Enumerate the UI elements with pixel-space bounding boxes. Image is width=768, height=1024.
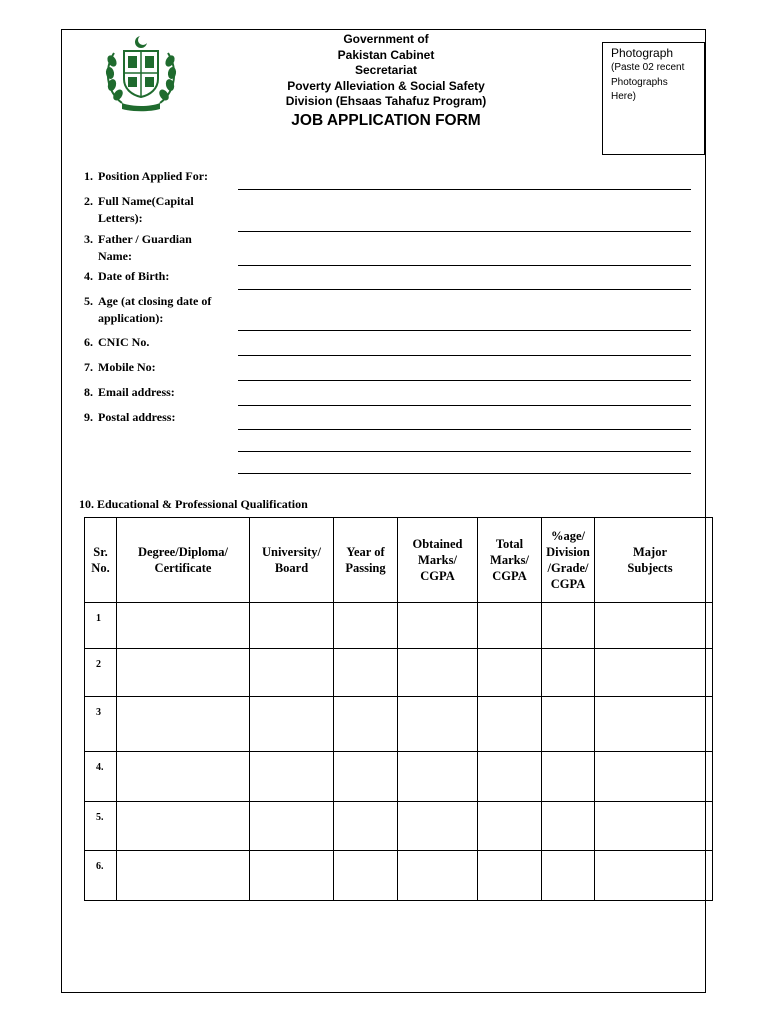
field-label-father-name: 3. Father / Guardian Name: bbox=[84, 232, 192, 263]
table-cell[interactable] bbox=[250, 752, 334, 802]
table-cell[interactable] bbox=[117, 851, 250, 901]
table-cell bbox=[706, 649, 713, 697]
table-cell[interactable] bbox=[478, 697, 542, 752]
table-cell bbox=[706, 603, 713, 649]
education-table bbox=[84, 517, 713, 901]
table-row bbox=[85, 851, 713, 901]
pakistan-state-emblem-icon bbox=[102, 33, 180, 113]
table-cell[interactable] bbox=[478, 649, 542, 697]
table-cell[interactable] bbox=[398, 851, 478, 901]
postal-address-fill-line[interactable] bbox=[238, 451, 691, 452]
header-major-subjects: Major Subjects bbox=[595, 518, 706, 603]
table-cell[interactable] bbox=[478, 802, 542, 851]
header-university: University/ Board bbox=[250, 518, 334, 603]
table-cell[interactable] bbox=[398, 802, 478, 851]
header-year-of-passing: Year of Passing bbox=[334, 518, 398, 603]
field-label-email: 8. Email address: bbox=[84, 385, 175, 399]
row-serial-number: 4. bbox=[85, 752, 117, 802]
row-serial-number: 6. bbox=[85, 851, 117, 901]
age-fill-line[interactable] bbox=[238, 330, 691, 331]
table-cell[interactable] bbox=[542, 697, 595, 752]
table-cell[interactable] bbox=[398, 697, 478, 752]
header-line: Secretariat bbox=[354, 63, 418, 77]
field-label-full-name: 2. Full Name(Capital Letters): bbox=[84, 194, 194, 225]
table-cell[interactable] bbox=[478, 603, 542, 649]
date-of-birth-fill-line[interactable] bbox=[238, 289, 691, 290]
field-label-cnic: 6. CNIC No. bbox=[84, 335, 150, 349]
table-cell[interactable] bbox=[117, 649, 250, 697]
table-cell[interactable] bbox=[334, 752, 398, 802]
table-cell[interactable] bbox=[595, 697, 706, 752]
table-cell[interactable] bbox=[542, 603, 595, 649]
position-fill-line[interactable] bbox=[238, 189, 691, 190]
table-row bbox=[85, 752, 713, 802]
row-serial-number: 3 bbox=[85, 697, 117, 752]
form-header bbox=[270, 32, 502, 131]
field-label-position: 1. Position Applied For: bbox=[84, 169, 209, 183]
row-serial-number: 5. bbox=[85, 802, 117, 851]
table-cell[interactable] bbox=[542, 649, 595, 697]
header-extra-column bbox=[706, 518, 713, 603]
table-cell[interactable] bbox=[478, 851, 542, 901]
table-cell bbox=[706, 697, 713, 752]
header-line: Pakistan Cabinet bbox=[337, 47, 435, 62]
full-name-fill-line[interactable] bbox=[238, 231, 691, 232]
header-degree: Degree/Diploma/ Certificate bbox=[117, 518, 250, 603]
table-cell[interactable] bbox=[398, 649, 478, 697]
table-cell bbox=[706, 851, 713, 901]
table-cell[interactable] bbox=[542, 802, 595, 851]
table-cell[interactable] bbox=[595, 851, 706, 901]
table-cell[interactable] bbox=[595, 752, 706, 802]
table-cell[interactable] bbox=[334, 802, 398, 851]
table-cell[interactable] bbox=[250, 802, 334, 851]
postal-address-fill-line[interactable] bbox=[238, 429, 691, 430]
table-cell[interactable] bbox=[398, 752, 478, 802]
table-cell[interactable] bbox=[595, 603, 706, 649]
table-cell[interactable] bbox=[250, 851, 334, 901]
table-cell[interactable] bbox=[250, 603, 334, 649]
table-row bbox=[85, 649, 713, 697]
table-cell bbox=[706, 802, 713, 851]
photograph-note: Here) bbox=[611, 91, 637, 102]
mobile-fill-line[interactable] bbox=[238, 380, 691, 381]
table-cell[interactable] bbox=[334, 649, 398, 697]
table-cell[interactable] bbox=[117, 697, 250, 752]
header-total-marks: Total Marks/ CGPA bbox=[478, 518, 542, 603]
header-sr-no: Sr. No. bbox=[85, 518, 117, 603]
photograph-box bbox=[602, 42, 705, 155]
table-row bbox=[85, 802, 713, 851]
table-cell[interactable] bbox=[250, 697, 334, 752]
header-line: Government of bbox=[343, 32, 429, 46]
header-line: Poverty Alleviation & Social Safety bbox=[287, 78, 485, 93]
table-cell[interactable] bbox=[117, 603, 250, 649]
table-cell[interactable] bbox=[334, 603, 398, 649]
postal-address-fill-line[interactable] bbox=[238, 473, 691, 474]
form-title: JOB APPLICATION FORM bbox=[291, 111, 481, 129]
table-cell[interactable] bbox=[595, 649, 706, 697]
cnic-fill-line[interactable] bbox=[238, 355, 691, 356]
photograph-note: (Paste 02 recent bbox=[611, 62, 685, 73]
table-cell[interactable] bbox=[542, 752, 595, 802]
table-cell[interactable] bbox=[595, 802, 706, 851]
table-cell[interactable] bbox=[398, 603, 478, 649]
field-label-mobile: 7. Mobile No: bbox=[84, 360, 156, 374]
table-cell[interactable] bbox=[542, 851, 595, 901]
table-header-row bbox=[85, 518, 713, 603]
education-section-title: 10. Educational & Professional Qualification bbox=[79, 497, 308, 511]
header-line: Division (Ehsaas Tahafuz Program) bbox=[285, 94, 487, 108]
header-percentage-division: %age/ Division /Grade/ CGPA bbox=[542, 518, 595, 603]
table-cell[interactable] bbox=[117, 802, 250, 851]
photograph-note: Photographs bbox=[611, 76, 668, 88]
photograph-title: Photograph bbox=[611, 46, 674, 60]
email-fill-line[interactable] bbox=[238, 405, 691, 406]
row-serial-number: 1 bbox=[85, 603, 117, 649]
table-row bbox=[85, 697, 713, 752]
table-cell[interactable] bbox=[250, 649, 334, 697]
field-label-date-of-birth: 4. Date of Birth: bbox=[84, 269, 170, 283]
table-row bbox=[85, 603, 713, 649]
field-label-age: 5. Age (at closing date of application): bbox=[84, 294, 212, 325]
field-label-postal-address: 9. Postal address: bbox=[84, 410, 176, 424]
table-cell[interactable] bbox=[117, 752, 250, 802]
row-serial-number: 2 bbox=[85, 649, 117, 697]
table-cell[interactable] bbox=[334, 851, 398, 901]
table-cell[interactable] bbox=[334, 697, 398, 752]
table-cell bbox=[706, 752, 713, 802]
table-cell[interactable] bbox=[478, 752, 542, 802]
father-name-fill-line[interactable] bbox=[238, 265, 691, 266]
header-obtained-marks: Obtained Marks/ CGPA bbox=[398, 518, 478, 603]
